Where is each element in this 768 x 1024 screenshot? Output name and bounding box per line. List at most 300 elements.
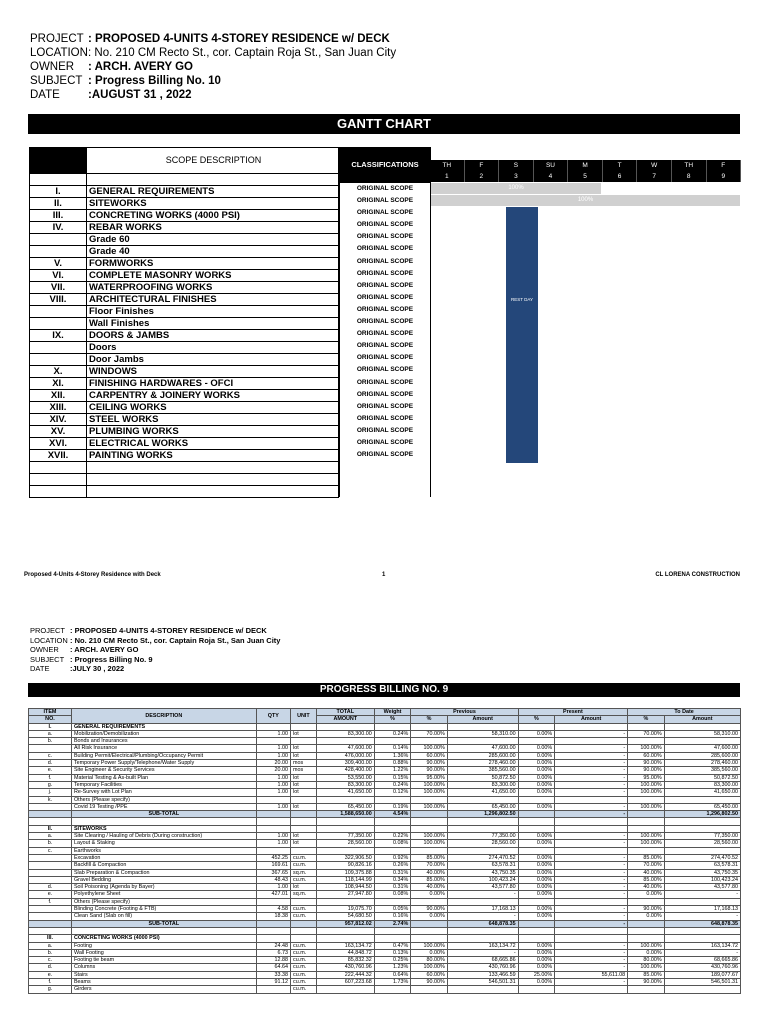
scope-row <box>30 198 339 210</box>
table-row <box>29 978 741 985</box>
day-numbers-row <box>430 171 741 182</box>
table-cell <box>518 818 555 825</box>
table-cell <box>374 898 411 905</box>
table-cell: 118,144.99 <box>316 876 374 883</box>
table-cell: 68,665.86 <box>447 957 518 964</box>
table-row <box>29 869 741 876</box>
table-cell: mos <box>291 760 317 767</box>
table-cell <box>664 796 740 803</box>
table-cell: d. <box>29 884 72 891</box>
table-cell <box>518 935 555 942</box>
scope-num <box>30 354 87 366</box>
table-row <box>29 942 741 949</box>
table-cell: c. <box>29 752 72 759</box>
col-no: NO. <box>29 716 72 723</box>
table-cell: 20.00 <box>256 767 290 774</box>
table-cell: 77,350.00 <box>447 833 518 840</box>
day-number: 7 <box>637 171 672 182</box>
scope-desc <box>87 174 339 186</box>
scope-desc: DOORS & JAMBS <box>87 330 339 342</box>
table-cell: b. <box>29 949 72 956</box>
scope-desc: CEILING WORKS <box>87 402 339 414</box>
table-cell: 1.00 <box>256 840 290 847</box>
table-cell <box>664 847 740 854</box>
scope-num: X. <box>30 366 87 378</box>
table-cell: Bonds and Insurances <box>71 738 256 745</box>
table-row <box>29 825 741 832</box>
table-row <box>29 957 741 964</box>
table-cell: 27,947.80 <box>316 891 374 898</box>
table-cell: 1,296,802.50 <box>664 811 740 818</box>
table-cell: 54,680.50 <box>316 913 374 920</box>
table-cell: 0.12% <box>374 789 411 796</box>
scope-row <box>30 234 339 246</box>
table-cell <box>447 986 518 993</box>
day-number: 9 <box>707 171 742 182</box>
table-cell: lot <box>291 774 317 781</box>
rest-day-bar <box>506 207 538 463</box>
table-cell <box>374 847 411 854</box>
scope-row <box>30 282 339 294</box>
table-cell <box>628 935 665 942</box>
table-cell <box>628 811 665 818</box>
table-cell: 452.25 <box>256 854 290 861</box>
scope-num: VII. <box>30 282 87 294</box>
table-cell: 0.00% <box>518 884 555 891</box>
header-row <box>30 626 280 636</box>
classification-cell: ORIGINAL SCOPE <box>356 451 414 459</box>
table-cell <box>256 811 290 818</box>
table-cell: 50,872.50 <box>664 774 740 781</box>
scope-desc <box>87 474 339 486</box>
table-cell: 367.65 <box>256 869 290 876</box>
scope-desc: Grade 40 <box>87 246 339 258</box>
table-cell <box>316 796 374 803</box>
classification-cell: ORIGINAL SCOPE <box>356 366 414 374</box>
table-cell: j. <box>29 789 72 796</box>
table-cell: II. <box>29 825 72 832</box>
table-cell: 85.00% <box>628 971 665 978</box>
table-cell: All Risk Insurance <box>71 745 256 752</box>
table-cell <box>316 825 374 832</box>
table-cell: 1,296,802.50 <box>447 811 518 818</box>
table-cell: 169.61 <box>256 862 290 869</box>
table-cell: - <box>555 957 628 964</box>
header-value: :JULY 30 , 2022 <box>70 664 125 673</box>
table-cell: g. <box>29 986 72 993</box>
table-cell: k. <box>29 796 72 803</box>
table-row <box>29 803 741 810</box>
table-cell <box>628 920 665 927</box>
header-label: OWNER <box>30 645 59 654</box>
table-cell: 28,560.00 <box>664 840 740 847</box>
table-cell: 65,450.00 <box>447 803 518 810</box>
table-cell <box>628 927 665 934</box>
header-row <box>30 32 396 46</box>
table-cell: 95.00% <box>628 774 665 781</box>
table-cell: lot <box>291 781 317 788</box>
scope-row <box>30 414 339 426</box>
scope-desc: ELECTRICAL WORKS <box>87 438 339 450</box>
table-cell: 50,872.50 <box>447 774 518 781</box>
classification-cell: ORIGINAL SCOPE <box>356 330 414 338</box>
table-row <box>29 949 741 956</box>
table-cell: 60.00% <box>411 971 448 978</box>
table-cell: - <box>555 920 628 927</box>
table-cell: - <box>555 978 628 985</box>
footer-page-number: 1 <box>382 572 386 578</box>
table-cell: 90.00% <box>411 767 448 774</box>
table-cell: - <box>555 781 628 788</box>
table-cell <box>664 738 740 745</box>
col-todate-pct: % <box>628 716 665 723</box>
table-cell <box>256 738 290 745</box>
header-row <box>30 60 396 74</box>
table-cell: 1.36% <box>374 752 411 759</box>
table-cell: f. <box>29 774 72 781</box>
table-cell: 48.43 <box>256 876 290 883</box>
scope-row <box>30 378 339 390</box>
table-row <box>29 730 741 737</box>
scope-row <box>30 402 339 414</box>
table-row <box>29 935 741 942</box>
classification-cell: ORIGINAL SCOPE <box>356 293 414 301</box>
table-cell: sq.m. <box>291 891 317 898</box>
table-row <box>29 964 741 971</box>
table-cell: 4.54% <box>374 811 411 818</box>
table-row <box>29 986 741 993</box>
table-row <box>29 796 741 803</box>
header-label: PROJECT <box>30 33 84 45</box>
table-cell: f. <box>29 898 72 905</box>
table-cell <box>374 723 411 730</box>
table-cell: Covid 19 Testing /PPE <box>71 803 256 810</box>
table-cell <box>447 825 518 832</box>
table-cell: 1.00 <box>256 745 290 752</box>
day-name: F <box>465 160 500 171</box>
table-cell: - <box>555 840 628 847</box>
table-cell: - <box>555 906 628 913</box>
table-cell <box>447 847 518 854</box>
table-cell <box>316 738 374 745</box>
header-value: : No. 210 CM Recto St., cor. Captain Roja St., San Juan City <box>88 47 397 59</box>
table-cell: 53,550.00 <box>316 774 374 781</box>
table-row <box>29 913 741 920</box>
table-cell: c. <box>29 957 72 964</box>
table-cell <box>447 796 518 803</box>
table-cell: 85.00% <box>628 854 665 861</box>
table-cell: 18.38 <box>256 913 290 920</box>
table-cell <box>628 986 665 993</box>
billing-header <box>30 626 280 674</box>
table-cell: - <box>664 949 740 956</box>
table-cell: - <box>447 891 518 898</box>
table-cell: Layout & Staking <box>71 840 256 847</box>
table-cell: 100.00% <box>628 833 665 840</box>
table-cell: 40.00% <box>628 884 665 891</box>
table-cell: I. <box>29 723 72 730</box>
table-cell <box>316 935 374 942</box>
table-cell: - <box>555 811 628 818</box>
classification-cell: ORIGINAL SCOPE <box>356 318 414 326</box>
table-cell <box>411 738 448 745</box>
table-cell: 0.00% <box>518 833 555 840</box>
table-cell: 0.19% <box>374 803 411 810</box>
table-cell: 385,560.00 <box>664 767 740 774</box>
table-cell <box>664 927 740 934</box>
scope-num: IX. <box>30 330 87 342</box>
col-unit: UNIT <box>291 709 317 724</box>
table-cell <box>555 898 628 905</box>
day-number: 8 <box>672 171 707 182</box>
header-label: SUBJECT <box>30 654 65 664</box>
table-cell: 64.64 <box>256 964 290 971</box>
table-cell: - <box>555 745 628 752</box>
table-cell <box>628 818 665 825</box>
header-row <box>30 636 280 646</box>
table-cell <box>411 986 448 993</box>
table-cell: - <box>555 876 628 883</box>
table-cell: 83,300.00 <box>447 781 518 788</box>
table-cell <box>664 935 740 942</box>
table-cell <box>555 818 628 825</box>
scope-desc <box>87 486 339 498</box>
day-name: S <box>499 160 534 171</box>
table-cell: 133,466.59 <box>447 971 518 978</box>
table-cell: e. <box>29 971 72 978</box>
table-cell: 546,501.31 <box>664 978 740 985</box>
table-cell: 0.00% <box>518 854 555 861</box>
table-row <box>29 818 741 825</box>
table-cell: 100,423.24 <box>447 876 518 883</box>
scope-num: XII. <box>30 390 87 402</box>
scope-desc: WINDOWS <box>87 366 339 378</box>
table-row <box>29 767 741 774</box>
table-cell: 0.24% <box>374 730 411 737</box>
scope-num: XIV. <box>30 414 87 426</box>
table-cell: mos <box>291 767 317 774</box>
table-cell: 95.00% <box>411 774 448 781</box>
table-row <box>29 745 741 752</box>
table-cell: 0.25% <box>374 957 411 964</box>
table-cell: - <box>555 949 628 956</box>
table-cell <box>291 818 317 825</box>
table-cell: 0.31% <box>374 869 411 876</box>
table-cell: 0.64% <box>374 971 411 978</box>
table-cell <box>256 818 290 825</box>
table-cell: 0.00% <box>411 913 448 920</box>
project-header <box>30 32 396 102</box>
table-cell: 0.26% <box>374 862 411 869</box>
table-row <box>29 752 741 759</box>
table-cell: 100.00% <box>411 833 448 840</box>
table-cell: 60.00% <box>628 752 665 759</box>
table-cell <box>71 818 256 825</box>
day-number: 3 <box>499 171 534 182</box>
table-cell: 90.00% <box>628 760 665 767</box>
table-row <box>29 811 741 818</box>
classification-cell: ORIGINAL SCOPE <box>356 233 414 241</box>
table-cell <box>628 825 665 832</box>
day-number: 1 <box>430 171 465 182</box>
table-cell: 1,588,650.00 <box>316 811 374 818</box>
table-cell: 1.00 <box>256 884 290 891</box>
header-row <box>30 88 396 102</box>
scope-row <box>30 258 339 270</box>
scope-desc: FINISHING HARDWARES - OFCI <box>87 378 339 390</box>
table-cell: 33.38 <box>256 971 290 978</box>
table-cell: 47,600.00 <box>447 745 518 752</box>
table-cell: 0.00% <box>518 957 555 964</box>
table-cell <box>628 723 665 730</box>
table-cell: - <box>555 789 628 796</box>
header-value: : PROPOSED 4-UNITS 4-STOREY RESIDENCE w/ DECK <box>70 626 267 635</box>
header-value: : Progress Billing No. 10 <box>88 75 221 87</box>
table-cell <box>411 796 448 803</box>
header-value: :AUGUST 31 , 2022 <box>88 89 192 101</box>
scope-row <box>30 438 339 450</box>
table-cell: - <box>664 891 740 898</box>
table-cell: 957,812.02 <box>316 920 374 927</box>
table-row <box>29 760 741 767</box>
classification-cell: ORIGINAL SCOPE <box>356 354 414 362</box>
table-cell: 0.00% <box>518 803 555 810</box>
scope-row <box>30 270 339 282</box>
table-cell: - <box>555 803 628 810</box>
table-cell: Re-Survey with Lot Plan <box>71 789 256 796</box>
day-number: 4 <box>534 171 569 182</box>
table-cell: Slab Preparation & Compaction <box>71 869 256 876</box>
table-cell: 68,665.86 <box>664 957 740 964</box>
table-cell <box>291 927 317 934</box>
classification-cell: ORIGINAL SCOPE <box>356 342 414 350</box>
table-cell: III. <box>29 935 72 942</box>
scope-row <box>30 390 339 402</box>
table-cell <box>518 738 555 745</box>
table-cell: 63,578.31 <box>447 862 518 869</box>
classification-cell: ORIGINAL SCOPE <box>356 402 414 410</box>
table-cell: 274,470.52 <box>447 854 518 861</box>
table-cell <box>374 738 411 745</box>
table-cell: 0.00% <box>518 730 555 737</box>
table-cell <box>555 825 628 832</box>
table-cell: 90.00% <box>628 767 665 774</box>
col-prev-amount: Amount <box>447 716 518 723</box>
table-cell: 100.00% <box>411 781 448 788</box>
table-cell <box>555 935 628 942</box>
scope-row <box>30 306 339 318</box>
table-cell: 285,600.00 <box>664 752 740 759</box>
table-cell: 100.00% <box>411 840 448 847</box>
day-name: SU <box>534 160 569 171</box>
classifications-header: CLASSIFICATIONS <box>340 147 430 183</box>
table-cell: cu.m. <box>291 978 317 985</box>
table-cell: Backfill & Compaction <box>71 862 256 869</box>
table-cell: lot <box>291 840 317 847</box>
scope-num: XV. <box>30 426 87 438</box>
table-cell: g. <box>29 781 72 788</box>
table-row <box>29 738 741 745</box>
scope-table <box>29 147 339 498</box>
table-cell: 100.00% <box>628 745 665 752</box>
table-cell <box>447 898 518 905</box>
table-cell <box>555 796 628 803</box>
classification-cell: ORIGINAL SCOPE <box>356 390 414 398</box>
scope-desc: REBAR WORKS <box>87 222 339 234</box>
table-cell: 100.00% <box>411 745 448 752</box>
day-name: TH <box>672 160 707 171</box>
table-row <box>29 840 741 847</box>
table-cell: cu.m. <box>291 942 317 949</box>
table-row <box>29 854 741 861</box>
table-cell: 6.73 <box>256 949 290 956</box>
table-cell: 648,878.35 <box>664 920 740 927</box>
table-cell <box>316 898 374 905</box>
table-cell: 77,350.00 <box>664 833 740 840</box>
table-cell: 0.08% <box>374 840 411 847</box>
scope-num: XIII. <box>30 402 87 414</box>
table-cell: d. <box>29 760 72 767</box>
table-cell: 0.00% <box>518 949 555 956</box>
table-cell: Clean Sand (Slab on fill) <box>71 913 256 920</box>
header-label: DATE <box>30 89 60 101</box>
col-present-amount: Amount <box>555 716 628 723</box>
table-cell: 0.08% <box>374 891 411 898</box>
header-label: OWNER <box>30 61 75 73</box>
progress-bar-siteworks: 100% <box>431 195 740 206</box>
table-cell: lot <box>291 833 317 840</box>
scope-row <box>30 354 339 366</box>
table-cell <box>628 796 665 803</box>
table-cell: 0.00% <box>518 913 555 920</box>
table-cell: 0.00% <box>518 760 555 767</box>
scope-row <box>30 342 339 354</box>
table-cell: 0.31% <box>374 884 411 891</box>
table-cell: - <box>555 884 628 891</box>
table-cell: 85.00% <box>411 854 448 861</box>
table-cell: 0.00% <box>518 781 555 788</box>
table-cell: 0.00% <box>518 752 555 759</box>
table-cell: 0.22% <box>374 833 411 840</box>
day-name: F <box>707 160 742 171</box>
table-cell <box>411 935 448 942</box>
scope-num: II. <box>30 198 87 210</box>
table-cell: 385,560.00 <box>447 767 518 774</box>
table-cell <box>411 818 448 825</box>
classification-cell: ORIGINAL SCOPE <box>356 438 414 446</box>
table-row <box>29 789 741 796</box>
table-cell: 40.00% <box>628 869 665 876</box>
header-label: LOCATION <box>30 47 88 59</box>
table-cell <box>256 986 290 993</box>
table-cell: 91.12 <box>256 978 290 985</box>
table-cell <box>518 811 555 818</box>
col-description: DESCRIPTION <box>71 709 256 724</box>
table-cell: 0.00% <box>518 774 555 781</box>
table-cell: 0.05% <box>374 906 411 913</box>
table-cell: 85.00% <box>628 876 665 883</box>
table-cell: 43,577.80 <box>447 884 518 891</box>
table-cell: 20.00 <box>256 760 290 767</box>
scope-num <box>30 342 87 354</box>
table-cell <box>374 986 411 993</box>
footer-project: Proposed 4-Units 4-Storey Residence with Deck <box>24 572 161 578</box>
header-row <box>30 664 280 674</box>
table-cell: lot <box>291 789 317 796</box>
table-cell <box>374 818 411 825</box>
table-row <box>29 781 741 788</box>
table-cell: 90.00% <box>411 978 448 985</box>
